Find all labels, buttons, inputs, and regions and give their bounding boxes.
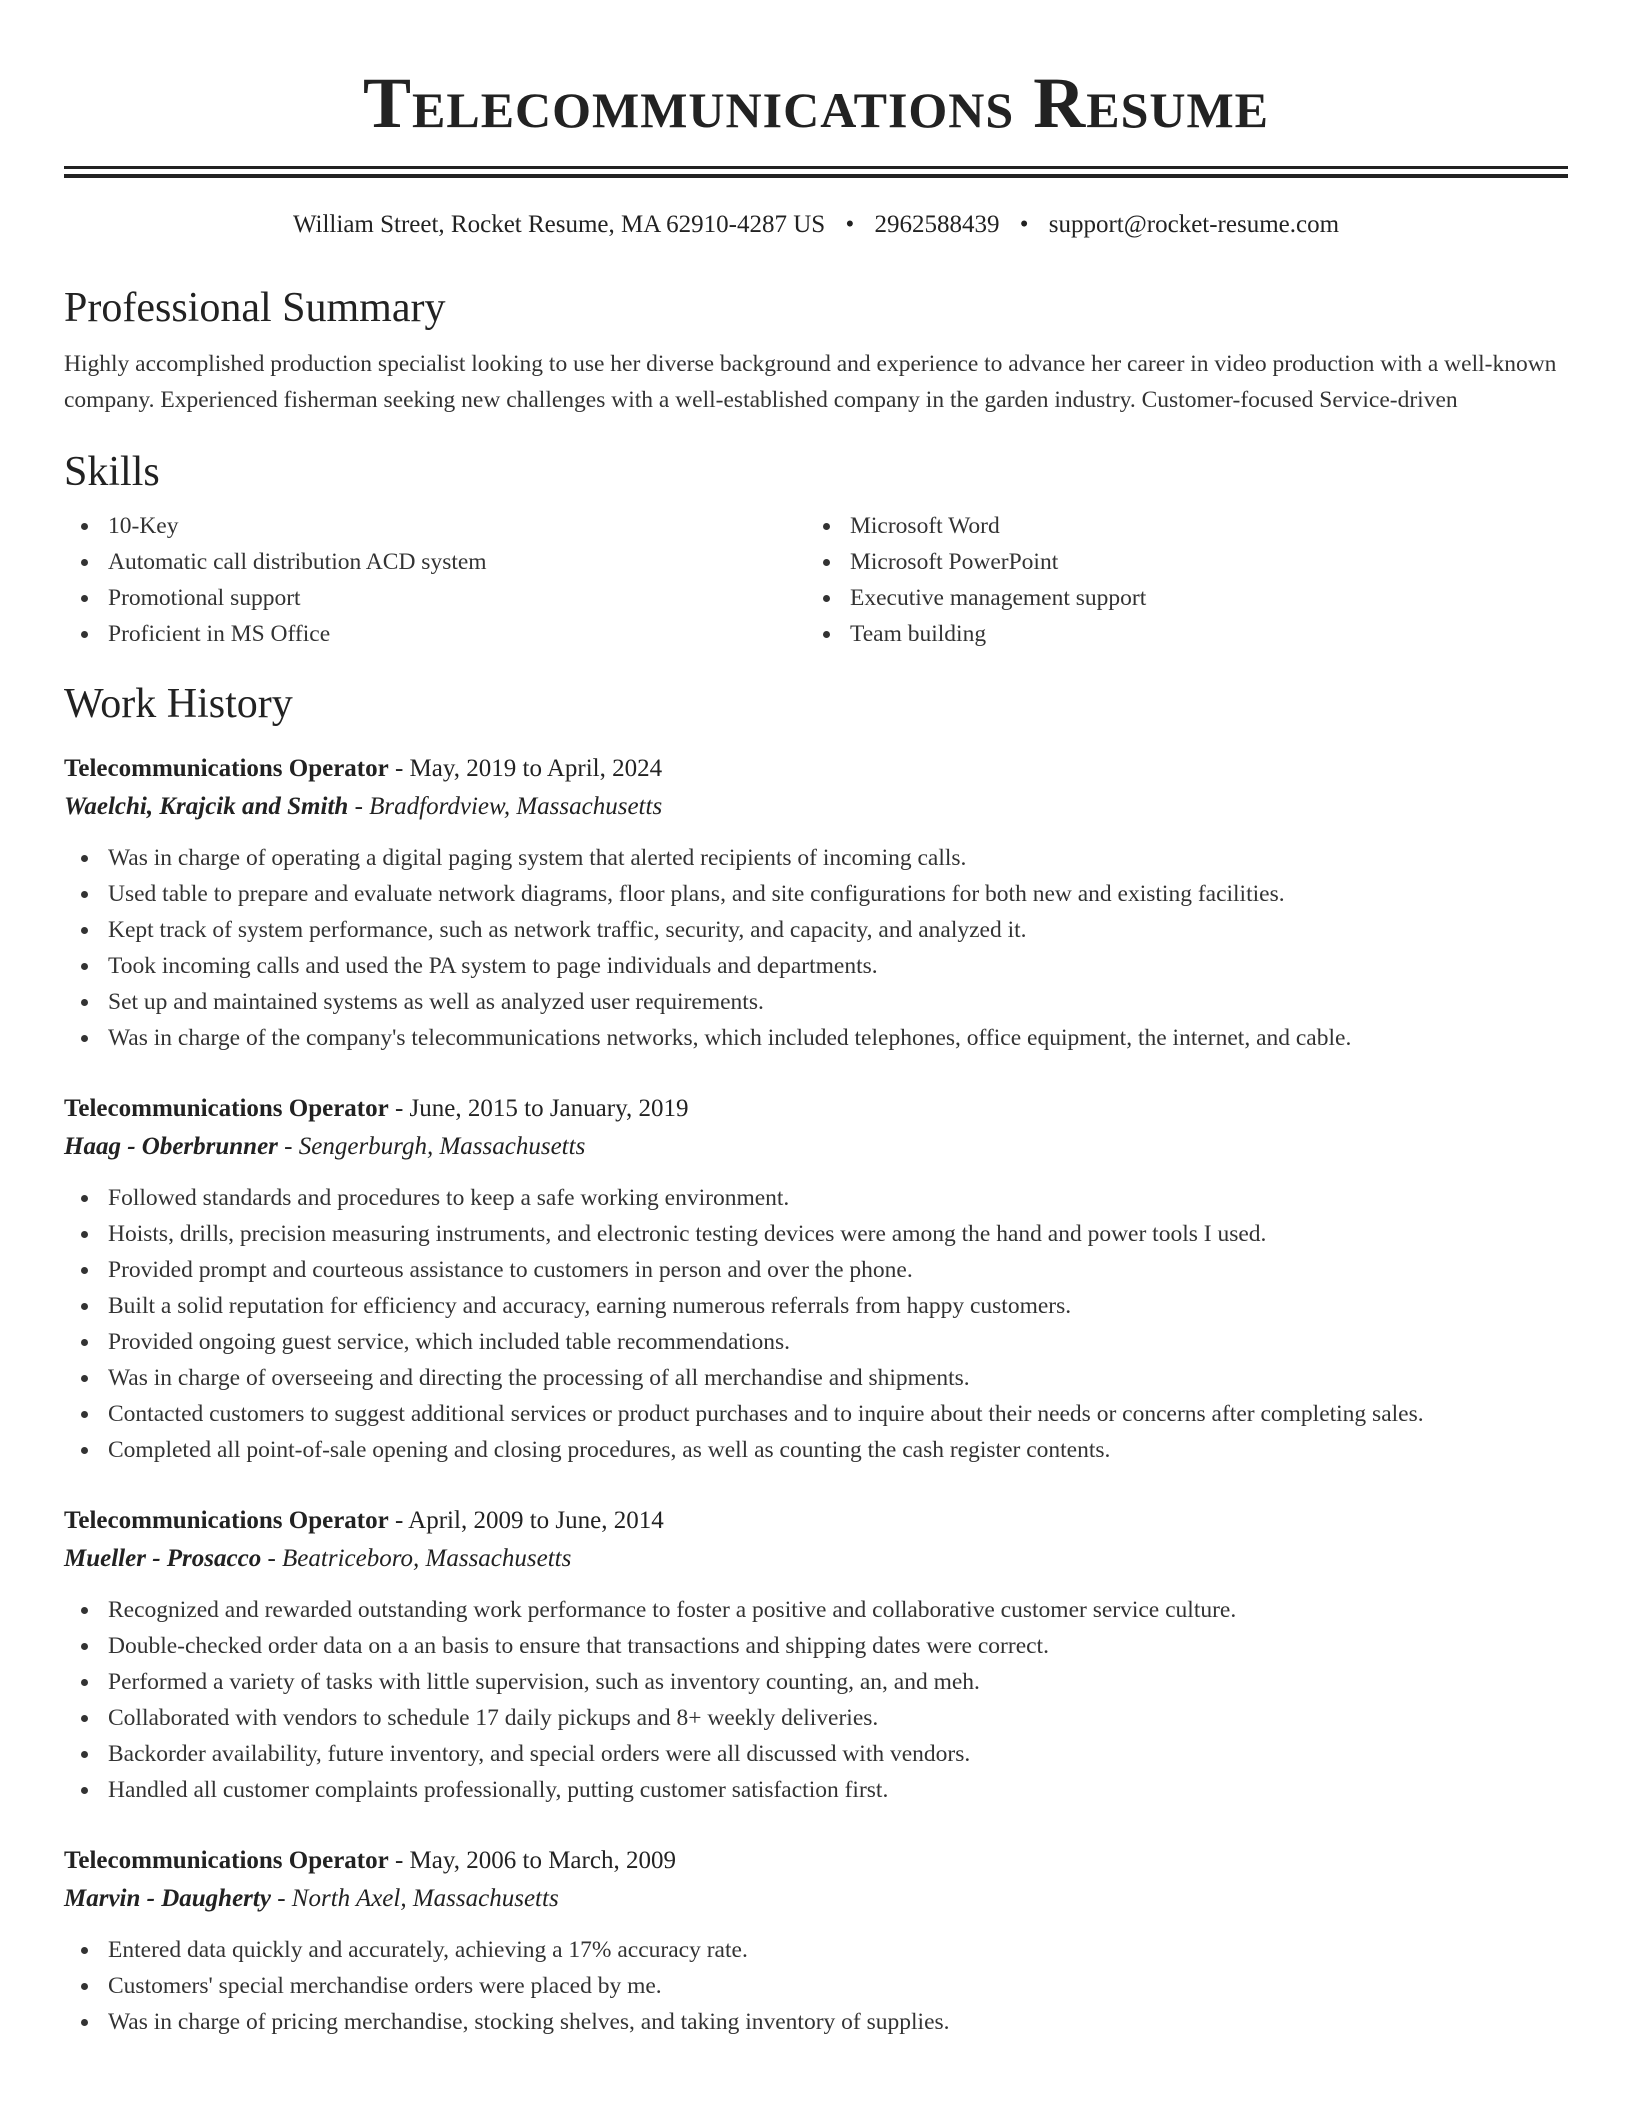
job-employer <box>64 788 1568 826</box>
job-duty: Completed all point-of-sale opening and closing procedures, as well as counting the cash register contents. <box>64 1432 1568 1468</box>
job-location: - Sengerburgh, Massachusetts <box>277 1133 586 1160</box>
contact-phone: 2962588439 <box>874 211 1000 238</box>
job-dates: - May, 2019 to April, 2024 <box>388 755 663 782</box>
job-duty: Entered data quickly and accurately, achieving a 17% accuracy rate. <box>64 1932 1568 1968</box>
job-duty: Took incoming calls and used the PA system to page individuals and departments. <box>64 948 1568 984</box>
job-header <box>64 750 1568 788</box>
job-location: - North Axel, Massachusetts <box>270 1885 559 1912</box>
job-header <box>64 1502 1568 1540</box>
job-role: Telecommunications Operator <box>64 1847 389 1874</box>
job-duty: Performed a variety of tasks with little supervision, such as inventory counting, an, and meh. <box>64 1664 1568 1700</box>
job-location: - Bradfordview, Massachusetts <box>348 793 663 820</box>
job-duty: Collaborated with vendors to schedule 17 daily pickups and 8+ weekly deliveries. <box>64 1700 1568 1736</box>
job-duty: Handled all customer complaints professionally, putting customer satisfaction first. <box>64 1772 1568 1808</box>
job-duty: Was in charge of the company's telecommunications networks, which included telephones, office equipment, the internet, and cable. <box>64 1020 1568 1056</box>
job-dates: - June, 2015 to January, 2019 <box>388 1095 689 1122</box>
skill-item: Automatic call distribution ACD system <box>64 544 806 580</box>
resume-title: Telecommunications Resume <box>362 63 1270 143</box>
job-duty: Was in charge of overseeing and directing the processing of all merchandise and shipments. <box>64 1360 1568 1396</box>
skills-column-right <box>806 508 1548 652</box>
job-location: - Beatriceboro, Massachusetts <box>261 1545 572 1572</box>
job-duty: Used table to prepare and evaluate network diagrams, floor plans, and site configurations for both new and existing facilities. <box>64 876 1568 912</box>
job-dates: - May, 2006 to March, 2009 <box>388 1847 676 1874</box>
job-header <box>64 1090 1568 1128</box>
skill-item: Microsoft Word <box>806 508 1548 544</box>
job-employer <box>64 1540 1568 1578</box>
contact-address: William Street, Rocket Resume, MA 62910-4287 US <box>292 211 826 238</box>
job-duty: Backorder availability, future inventory, and special orders were all discussed with vendors. <box>64 1736 1568 1772</box>
skill-item: Microsoft PowerPoint <box>806 544 1548 580</box>
job-duty: Followed standards and procedures to keep a safe working environment. <box>64 1180 1568 1216</box>
contact-separator: • <box>845 211 855 238</box>
skills-heading: Skills <box>64 449 160 495</box>
job-employer <box>64 1880 1568 1918</box>
title-divider <box>64 166 1568 178</box>
job-duty: Contacted customers to suggest additional services or product purchases and to inquire about their needs or concerns after completing sales. <box>64 1396 1568 1432</box>
job-duty: Provided ongoing guest service, which included table recommendations. <box>64 1324 1568 1360</box>
job-company: Marvin - Daugherty <box>64 1885 271 1912</box>
job-duty: Double-checked order data on a an basis to ensure that transactions and shipping dates were correct. <box>64 1628 1568 1664</box>
job-duty: Was in charge of operating a digital paging system that alerted recipients of incoming calls. <box>64 840 1568 876</box>
skill-item: Executive management support <box>806 580 1548 616</box>
job-duty: Provided prompt and courteous assistance to customers in person and over the phone. <box>64 1252 1568 1288</box>
job-duty: Set up and maintained systems as well as analyzed user requirements. <box>64 984 1568 1020</box>
skill-item: 10-Key <box>64 508 806 544</box>
job-duty: Customers' special merchandise orders were placed by me. <box>64 1968 1568 2004</box>
job-company: Haag - Oberbrunner <box>64 1133 278 1160</box>
job-role: Telecommunications Operator <box>64 1507 389 1534</box>
job-dates: - April, 2009 to June, 2014 <box>388 1507 664 1534</box>
summary-text: Highly accomplished production specialist looking to use her diverse background and experience to advance her career in video production with a well-known company. Experienced fisherman seeking new challenges with a well-established company in the garden industry. Customer-focused Service-driven <box>64 351 1557 413</box>
job-role: Telecommunications Operator <box>64 1095 389 1122</box>
summary-heading: Professional Summary <box>64 285 446 331</box>
skills-column-left <box>64 508 806 652</box>
skill-item: Team building <box>806 616 1548 652</box>
job-employer <box>64 1128 1568 1166</box>
job-company: Mueller - Prosacco <box>64 1545 262 1572</box>
job-duties <box>64 840 1568 1056</box>
skills-list <box>64 508 1568 652</box>
job-duty: Kept track of system performance, such as network traffic, security, and capacity, and analyzed it. <box>64 912 1568 948</box>
contact-line <box>64 208 1568 242</box>
job-duties <box>64 1932 1568 2040</box>
skill-item: Promotional support <box>64 580 806 616</box>
work-history-heading: Work History <box>64 681 293 727</box>
job-entry <box>64 1502 1568 1808</box>
job-entry <box>64 1090 1568 1468</box>
job-role: Telecommunications Operator <box>64 755 389 782</box>
contact-separator: • <box>1019 211 1029 238</box>
job-duties <box>64 1592 1568 1808</box>
job-duties <box>64 1180 1568 1468</box>
skill-item: Proficient in MS Office <box>64 616 806 652</box>
job-header <box>64 1842 1568 1880</box>
job-duty: Built a solid reputation for efficiency and accuracy, earning numerous referrals from happy customers. <box>64 1288 1568 1324</box>
contact-email: support@rocket-resume.com <box>1048 211 1340 238</box>
job-entry <box>64 750 1568 1056</box>
job-entry <box>64 1842 1568 2040</box>
resume-page <box>64 0 1568 2040</box>
job-duty: Recognized and rewarded outstanding work performance to foster a positive and collaborative customer service culture. <box>64 1592 1568 1628</box>
job-duty: Was in charge of pricing merchandise, stocking shelves, and taking inventory of supplies. <box>64 2004 1568 2040</box>
job-duty: Hoists, drills, precision measuring instruments, and electronic testing devices were among the hand and power tools I used. <box>64 1216 1568 1252</box>
job-company: Waelchi, Krajcik and Smith <box>64 793 349 820</box>
